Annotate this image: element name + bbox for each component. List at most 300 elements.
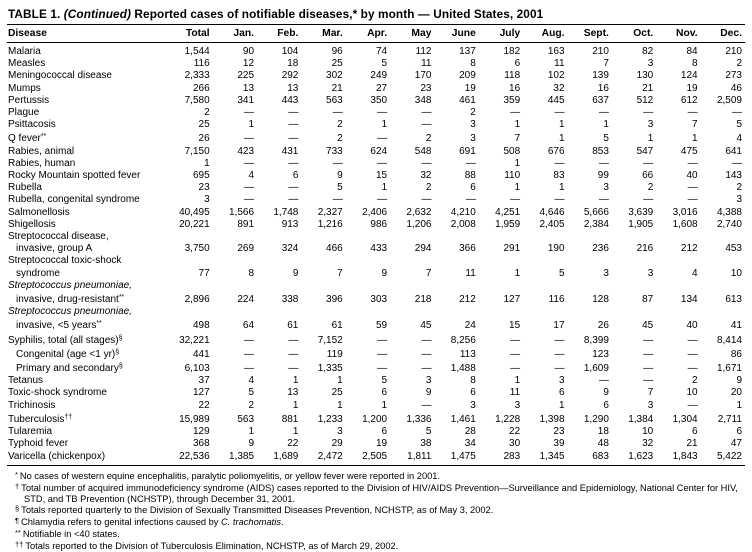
disease-name-cell	[7, 426, 160, 438]
disease-name: Trichinosis	[8, 399, 56, 411]
value-cell: —	[332, 157, 343, 169]
value-cell: 1,304	[672, 413, 698, 425]
value-cell: 210	[592, 46, 609, 57]
value-cell: 48	[597, 438, 609, 450]
value-cell: 1,228	[495, 413, 521, 425]
disease-name: Malaria	[8, 46, 41, 57]
value-cell: 4,646	[539, 206, 565, 218]
value-cell: 891	[237, 218, 255, 230]
value-cell: 423	[237, 145, 255, 157]
value-cell: 6,103	[184, 363, 210, 375]
value-cell: 40,495	[179, 206, 210, 218]
value-cell: 5	[558, 267, 565, 279]
value-cell: 9	[248, 438, 255, 450]
value-cell: 6	[470, 387, 476, 399]
column-header-jan: Jan.	[213, 25, 257, 43]
value-cell: 6	[736, 426, 742, 438]
footnote	[9, 516, 743, 528]
value-cell: 96	[331, 46, 343, 57]
value-cell: —	[377, 194, 388, 206]
value-cell: 5	[603, 133, 609, 145]
value-cell: 563	[326, 94, 343, 106]
value-cell: 7	[647, 387, 654, 399]
value-cell: 116	[193, 58, 210, 70]
value-cell: —	[421, 157, 432, 169]
value-cell: —	[598, 107, 609, 119]
value-cell: 25	[331, 58, 343, 70]
value-cell: 3	[647, 267, 654, 279]
value-cell: 6	[381, 387, 388, 399]
value-cell: 17	[553, 320, 565, 332]
value-cell: 1,475	[434, 451, 478, 466]
value-cell: 292	[281, 70, 299, 82]
value-cell: 1	[292, 375, 299, 387]
value-cell: 1	[514, 375, 521, 387]
value-cell: 64	[242, 320, 255, 332]
value-cell: 283	[479, 451, 523, 466]
footnote	[9, 528, 743, 540]
table-title-text: Reported cases of notifiable diseases,* by month — United States, 2001	[134, 7, 544, 21]
value-cell: 2	[470, 107, 476, 119]
value-cell: 3	[470, 399, 476, 411]
value-cell: 2	[736, 58, 742, 70]
value-cell: 1,335	[317, 363, 343, 375]
value-cell: —	[288, 348, 299, 360]
value-cell: 1	[381, 182, 388, 194]
disease-name-cell	[7, 231, 160, 255]
value-cell: 6	[603, 399, 609, 411]
value-cell: 32	[553, 82, 565, 94]
value-cell: 3,639	[628, 206, 654, 218]
value-cell: 475	[680, 145, 698, 157]
disease-name-cell	[7, 119, 160, 131]
value-cell: 102	[547, 70, 565, 82]
value-cell: 5	[381, 375, 388, 387]
value-cell: 8,399	[583, 334, 609, 346]
value-cell: —	[288, 194, 299, 206]
value-cell: 10	[642, 426, 654, 438]
value-cell: 9	[603, 387, 609, 399]
value-cell: 27	[375, 82, 388, 94]
value-cell: 39	[553, 438, 565, 450]
value-cell: 1,233	[317, 413, 343, 425]
value-cell: 302	[326, 70, 343, 82]
value-cell: —	[643, 363, 654, 375]
value-cell: 2,327	[317, 206, 343, 218]
value-cell: 1,384	[628, 413, 654, 425]
value-cell: 88	[464, 170, 476, 182]
value-cell: 10	[730, 267, 742, 279]
disease-name-cell	[7, 182, 160, 194]
table-row	[7, 451, 745, 466]
value-cell: 32	[642, 438, 654, 450]
value-cell: 182	[503, 46, 521, 57]
column-header-may: May	[390, 25, 434, 43]
table-row	[7, 182, 745, 194]
value-cell: 46	[730, 82, 742, 94]
value-cell: 13	[287, 82, 299, 94]
value-cell: 11	[421, 58, 432, 70]
value-cell: 21	[331, 82, 343, 94]
value-cell: 1	[558, 119, 565, 131]
table-row	[7, 400, 745, 412]
value-cell: 8	[692, 58, 698, 70]
value-cell: —	[643, 348, 654, 360]
value-cell: 210	[725, 46, 742, 57]
value-cell: 1	[337, 375, 343, 387]
table-row	[7, 231, 745, 255]
value-cell: 563	[237, 413, 255, 425]
disease-name-cell	[7, 131, 160, 145]
disease-name: Rabies, animal	[8, 145, 75, 157]
value-cell: 4	[248, 375, 255, 387]
value-cell: —	[421, 194, 432, 206]
value-cell: —	[510, 194, 521, 206]
value-cell: 7	[692, 119, 698, 131]
value-cell: 87	[642, 294, 654, 306]
table-row	[7, 119, 745, 131]
value-cell: 1,811	[390, 451, 434, 466]
footnote-marker: †	[15, 481, 20, 491]
value-cell: 40	[686, 320, 698, 332]
value-cell: 3,750	[184, 243, 210, 255]
value-cell: —	[288, 133, 299, 145]
value-cell: 10	[686, 387, 698, 399]
value-cell: —	[510, 107, 521, 119]
value-cell: 137	[459, 46, 476, 57]
value-cell: 641	[725, 145, 742, 157]
value-cell: 15	[509, 320, 521, 332]
value-cell: 1,216	[317, 218, 343, 230]
value-cell: 22	[198, 399, 210, 411]
value-cell: 1	[603, 119, 609, 131]
value-cell: —	[732, 107, 742, 119]
disease-name: Tetanus	[8, 375, 44, 387]
value-cell: 190	[547, 243, 565, 255]
footnote	[9, 482, 743, 505]
value-cell: 86	[730, 348, 742, 360]
value-cell: 22	[287, 438, 299, 450]
disease-name-cell	[7, 333, 160, 347]
disease-name-cell	[7, 387, 160, 399]
value-cell: 5	[248, 387, 255, 399]
value-cell: —	[288, 157, 299, 169]
value-cell: 129	[192, 426, 210, 438]
value-cell: —	[377, 334, 388, 346]
table-row	[7, 255, 745, 279]
value-cell: 338	[281, 294, 299, 306]
value-cell: —	[598, 157, 609, 169]
value-cell: 13	[287, 387, 299, 399]
value-cell: 134	[680, 294, 698, 306]
value-cell: 104	[281, 46, 299, 57]
value-cell: 123	[592, 348, 609, 360]
value-cell: 1,206	[406, 218, 432, 230]
value-cell: 453	[725, 243, 742, 255]
value-cell: 4	[736, 133, 742, 145]
value-cell: 1	[514, 267, 521, 279]
value-cell: 1,671	[716, 363, 742, 375]
value-cell: 461	[459, 94, 476, 106]
value-cell: 303	[370, 294, 388, 306]
value-cell: 2	[425, 182, 432, 194]
value-cell: 498	[192, 320, 210, 332]
value-cell: —	[554, 107, 565, 119]
footnote-text: Total number of acquired immunodeficiency syndrome (AIDS) cases reported to the Division of HIV/AIDS Prevention—Surveillance and Epidemiology, National Center for HIV, STD, and TB Prevention (NCHSTP), through December 31, 2001.	[21, 482, 738, 504]
value-cell: 1	[248, 426, 255, 438]
value-cell: —	[465, 194, 476, 206]
value-cell: 2	[647, 182, 654, 194]
value-cell: 1	[514, 182, 521, 194]
value-cell: 1,385	[213, 451, 257, 466]
disease-name: Primary and secondary	[16, 363, 119, 375]
value-cell: —	[421, 334, 432, 346]
value-cell: 1,345	[523, 451, 567, 466]
disease-name: Streptococcal disease,	[8, 231, 109, 243]
disease-name: Plague	[8, 107, 40, 119]
value-cell: 15	[375, 170, 388, 182]
value-cell: —	[643, 194, 654, 206]
value-cell: 249	[370, 70, 388, 82]
value-cell: 2,711	[717, 413, 742, 425]
value-cell: —	[244, 107, 255, 119]
disease-name-cell	[7, 107, 160, 119]
disease-name: Typhoid fever	[8, 438, 69, 450]
value-cell: 130	[636, 70, 654, 82]
value-cell: 359	[503, 94, 521, 106]
value-cell: 7	[514, 133, 521, 145]
value-cell: 2	[736, 182, 742, 194]
value-cell: 9	[736, 375, 742, 387]
value-cell: 225	[237, 70, 255, 82]
value-cell: 1	[692, 133, 698, 145]
value-cell: —	[421, 399, 432, 411]
value-cell: 269	[237, 243, 255, 255]
value-cell: 691	[459, 145, 476, 157]
value-cell: —	[332, 107, 343, 119]
value-cell: 119	[326, 348, 343, 360]
disease-name: Rabies, human	[8, 157, 76, 169]
value-cell: 1	[248, 119, 255, 131]
value-cell: 124	[680, 70, 698, 82]
value-cell: 216	[636, 243, 654, 255]
column-header-oct: Oct.	[612, 25, 656, 43]
value-cell: 1,959	[495, 218, 521, 230]
table-row	[7, 83, 745, 95]
table-row	[7, 207, 745, 219]
value-cell: 32,221	[179, 334, 210, 346]
disease-name-cell	[7, 280, 160, 306]
value-cell: 5,666	[583, 206, 609, 218]
footnote	[9, 470, 743, 482]
disease-name: Pertussis	[8, 94, 50, 106]
footnote-text: C. trachomatis	[221, 517, 281, 528]
value-cell: —	[244, 363, 255, 375]
value-cell: 637	[592, 94, 609, 106]
value-cell: 2,472	[301, 451, 345, 466]
value-cell: 23	[553, 426, 565, 438]
value-cell: 18	[287, 58, 299, 70]
value-cell: 612	[680, 94, 698, 106]
value-cell: 212	[459, 294, 476, 306]
table-row	[7, 95, 745, 107]
value-cell: 22	[509, 426, 521, 438]
footnote-text: No cases of western equine encephalitis, paralytic poliomyelitis, or yellow fever were reported in 2001.	[19, 470, 441, 481]
value-cell: 548	[414, 145, 432, 157]
column-header-aug: Aug.	[523, 25, 567, 43]
disease-name-cell	[7, 255, 160, 279]
value-cell: 5	[381, 58, 388, 70]
column-header-disease: Disease	[7, 25, 160, 43]
table-row	[7, 70, 745, 82]
disease-name-cell	[7, 219, 160, 231]
disease-name: Shigellosis	[8, 218, 56, 230]
footnote-marker: ††	[15, 540, 24, 550]
value-cell: 8,414	[716, 334, 742, 346]
footnote	[9, 540, 743, 552]
value-cell: 2,405	[539, 218, 565, 230]
value-cell: 1,461	[450, 413, 476, 425]
table-row	[7, 58, 745, 70]
value-cell: 1,398	[539, 413, 565, 425]
value-cell: —	[288, 119, 299, 131]
value-cell: —	[288, 363, 299, 375]
value-cell: —	[554, 194, 565, 206]
disease-name: Streptococcus pneumoniae,	[8, 279, 132, 291]
value-cell: 1	[381, 399, 388, 411]
value-cell: —	[377, 107, 388, 119]
footnote-marker: §	[15, 504, 20, 514]
value-cell: 224	[237, 294, 255, 306]
value-cell: —	[554, 348, 565, 360]
disease-name: syndrome	[16, 267, 60, 279]
value-cell: 4,388	[716, 206, 742, 218]
value-cell: 1	[558, 133, 565, 145]
disease-name: Rocky Mountain spotted fever	[8, 170, 141, 182]
value-cell: 2,008	[450, 218, 476, 230]
value-cell: 1,843	[656, 451, 700, 466]
disease-name-cell	[7, 158, 160, 170]
value-cell: 11	[554, 58, 565, 70]
value-cell: 7	[603, 58, 609, 70]
value-cell: 291	[503, 243, 521, 255]
value-cell: 118	[504, 70, 521, 82]
footnote-marker-ref: **	[118, 294, 125, 302]
column-header-total: Total	[160, 25, 212, 43]
value-cell: 441	[192, 348, 210, 360]
value-cell: 7,152	[317, 334, 343, 346]
value-cell: 1,566	[228, 206, 255, 218]
footnote-marker-ref: **	[96, 320, 102, 328]
value-cell: 1	[647, 133, 654, 145]
value-cell: 19	[686, 82, 698, 94]
value-cell: 110	[504, 170, 521, 182]
table-row	[7, 219, 745, 231]
value-cell: —	[687, 182, 698, 194]
value-cell: —	[244, 157, 255, 169]
value-cell: 3,016	[672, 206, 698, 218]
value-cell: 695	[192, 170, 210, 182]
value-cell: 3	[204, 194, 210, 206]
value-cell: 5	[425, 426, 432, 438]
value-cell: 294	[414, 243, 432, 255]
value-cell: 212	[680, 243, 698, 255]
value-cell: 11	[465, 267, 476, 279]
value-cell: 45	[420, 320, 432, 332]
value-cell: —	[554, 363, 565, 375]
value-cell: 881	[281, 413, 299, 425]
value-cell: 23	[198, 182, 210, 194]
disease-name-cell	[7, 412, 160, 426]
column-header-apr: Apr.	[346, 25, 390, 43]
value-cell: 2	[248, 399, 255, 411]
disease-name-cell	[7, 451, 160, 466]
value-cell: 61	[331, 320, 343, 332]
value-cell: —	[244, 182, 255, 194]
table-title-continued: (Continued)	[63, 7, 132, 21]
value-cell: 82	[642, 46, 654, 57]
value-cell: 128	[592, 294, 609, 306]
value-cell: 9	[292, 267, 299, 279]
value-cell: 1,200	[362, 413, 388, 425]
value-cell: —	[510, 348, 521, 360]
value-cell: 913	[281, 218, 299, 230]
value-cell: —	[377, 348, 388, 360]
value-cell: 2	[425, 133, 432, 145]
column-header-sept: Sept.	[568, 25, 612, 43]
disease-name-cell	[7, 43, 160, 59]
disease-name: invasive, drug-resistant	[16, 294, 119, 306]
value-cell: 16	[509, 82, 521, 94]
disease-name-cell	[7, 207, 160, 219]
value-cell: 2	[337, 119, 343, 131]
value-cell: 7	[337, 267, 343, 279]
value-cell: 26	[198, 133, 210, 145]
disease-name-cell	[7, 347, 160, 361]
value-cell: 40	[686, 170, 698, 182]
disease-name: Tularemia	[8, 426, 53, 438]
value-cell: 5	[337, 182, 343, 194]
footnote-marker-ref: ††	[64, 413, 73, 421]
value-cell: 18	[597, 426, 609, 438]
footnote-marker-ref: §	[118, 334, 123, 342]
value-cell: 366	[459, 243, 476, 255]
value-cell: —	[332, 194, 343, 206]
value-cell: 1,689	[257, 451, 301, 466]
value-cell: —	[421, 119, 432, 131]
value-cell: 1	[337, 399, 343, 411]
notifiable-diseases-table	[7, 24, 745, 466]
value-cell: 676	[547, 145, 565, 157]
column-header-dec: Dec.	[701, 25, 745, 43]
value-cell: —	[687, 334, 698, 346]
value-cell: 170	[414, 70, 432, 82]
disease-name-cell	[7, 194, 160, 206]
value-cell: —	[244, 133, 255, 145]
disease-name: invasive, <5 years	[16, 320, 97, 332]
value-cell: 29	[331, 438, 343, 450]
value-cell: 4	[248, 170, 255, 182]
value-cell: 683	[568, 451, 612, 466]
footnote-text: Totals reported to the Division of Tuberculosis Elimination, NCHSTP, as of March 29, 2002.	[25, 541, 399, 552]
value-cell: 324	[281, 243, 299, 255]
disease-name: Psittacosis	[8, 119, 56, 131]
value-cell: 3	[558, 375, 565, 387]
value-cell: 1,905	[628, 218, 654, 230]
value-cell: 25	[331, 387, 343, 399]
footnote	[9, 504, 743, 516]
value-cell: 341	[237, 94, 255, 106]
